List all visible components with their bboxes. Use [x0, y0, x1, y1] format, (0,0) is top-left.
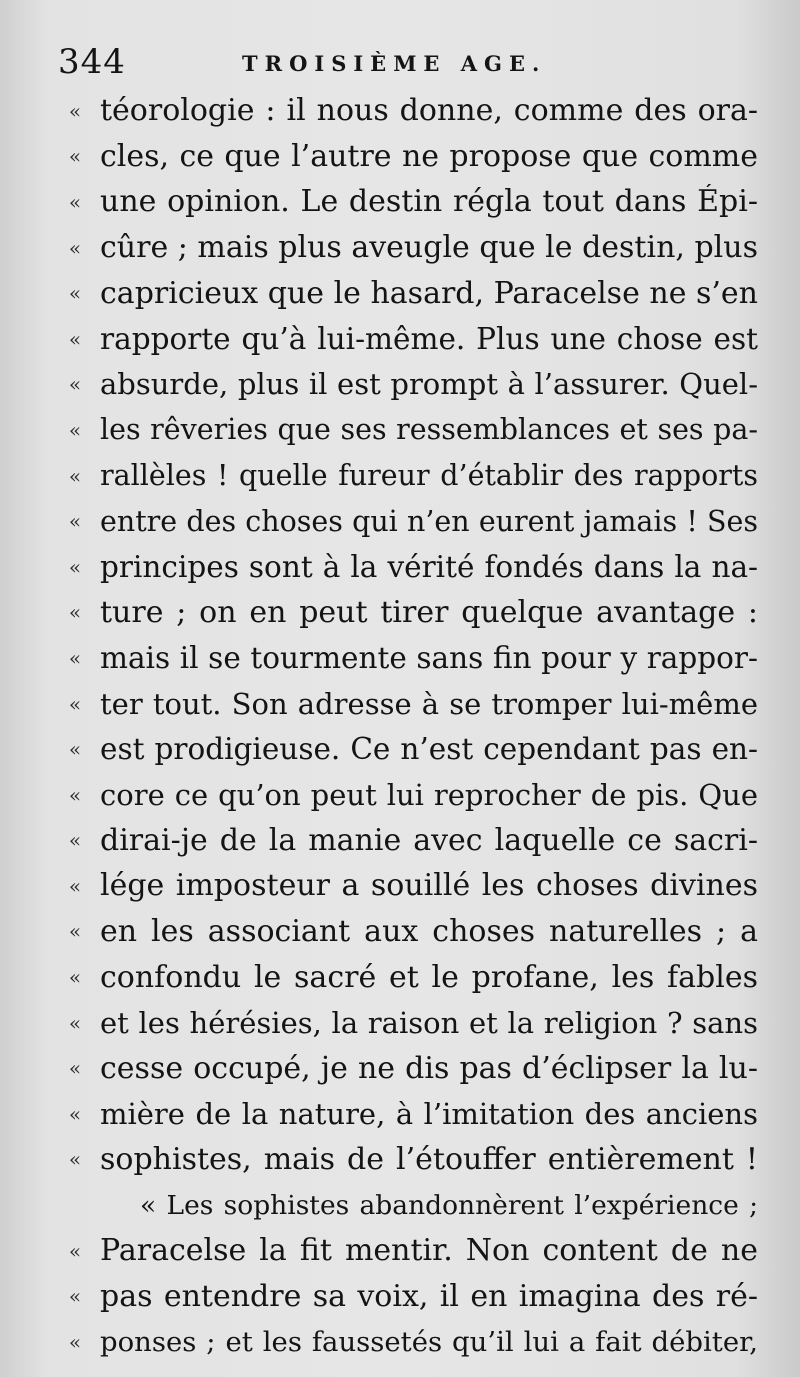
line-text: est prodigieuse. Ce n’est cependant pas en- — [100, 732, 758, 767]
line-text: ter tout. Son adresse à se tromper lui-même — [100, 686, 758, 721]
text-line — [0, 453, 800, 499]
text-line — [0, 1000, 800, 1046]
line-text: capricieux que le hasard, Paracelse ne s’en — [100, 275, 758, 311]
line-text: téorologie : il nous donne, comme des ora- — [100, 93, 758, 129]
text-line — [0, 1091, 800, 1137]
text-line — [0, 954, 800, 1000]
line-text: entre des choses qui n’en eurent jamais ! Ses — [100, 504, 758, 538]
quote-mark: « — [68, 235, 82, 260]
quote-mark: « — [68, 554, 82, 579]
text-line — [0, 1273, 800, 1319]
line-text: lége imposteur a souillé les choses divines — [100, 868, 758, 904]
quote-mark: « — [68, 417, 82, 442]
quote-mark: « — [68, 463, 82, 488]
line-text: les rêveries que ses ressemblances et ses pa- — [100, 413, 758, 447]
quote-mark: « — [68, 98, 82, 123]
text-line — [0, 863, 800, 909]
quote-mark: « — [68, 1238, 82, 1263]
body-text — [0, 88, 800, 1365]
page-header — [0, 38, 800, 88]
quote-mark: « — [68, 509, 82, 534]
quote-mark: « — [68, 828, 82, 853]
line-text: cles, ce que l’autre ne propose que comme — [100, 138, 758, 174]
text-line — [0, 225, 800, 271]
text-line — [0, 1182, 800, 1228]
line-text: core ce qu’on peut lui reprocher de pis. Que — [100, 777, 758, 812]
quote-mark: « — [68, 189, 82, 214]
text-line — [0, 270, 800, 316]
running-head: TROISIÈME AGE. — [242, 51, 547, 76]
line-text: une opinion. Le destin régla tout dans Épi- — [100, 184, 758, 220]
line-text: sophistes, mais de l’étouffer entièrement ! — [100, 1141, 758, 1177]
text-line — [0, 179, 800, 225]
text-line — [0, 544, 800, 590]
text-line — [0, 1228, 800, 1274]
quote-mark: « — [68, 691, 82, 716]
quote-mark: « — [68, 1101, 82, 1126]
quote-mark: « — [68, 1147, 82, 1172]
text-line — [0, 134, 800, 180]
quote-mark: « — [68, 326, 82, 351]
text-line — [0, 498, 800, 544]
line-text: principes sont à la vérité fondés dans la na- — [100, 549, 758, 584]
line-text: dirai-je de la manie avec laquelle ce sacri- — [100, 822, 758, 858]
quote-mark: « — [68, 873, 82, 898]
quote-mark: « — [68, 1284, 82, 1309]
quote-mark: « — [68, 144, 82, 169]
line-text: « Les sophistes abandonnèrent l’expérience ; — [140, 1189, 758, 1221]
text-line — [0, 1319, 800, 1365]
line-text: rapporte qu’à lui-même. Plus une chose est — [100, 321, 758, 356]
text-line — [0, 681, 800, 727]
text-line — [0, 316, 800, 362]
line-text: en les associant aux choses naturelles ; a — [100, 913, 758, 949]
text-line — [0, 818, 800, 864]
quote-mark: « — [68, 372, 82, 397]
text-line — [0, 909, 800, 955]
line-text: confondu le sacré et le profane, les fables — [100, 959, 758, 995]
quote-mark: « — [68, 281, 82, 306]
quote-mark: « — [68, 737, 82, 762]
quote-mark: « — [68, 919, 82, 944]
text-line — [0, 726, 800, 772]
line-text: ponses ; et les faussetés qu’il lui a fait débiter, — [100, 1325, 758, 1358]
text-line — [0, 407, 800, 453]
quote-mark: « — [68, 782, 82, 807]
quote-mark: « — [68, 600, 82, 625]
text-line — [0, 590, 800, 636]
line-text: absurde, plus il est prompt à l’assurer. Quel- — [100, 367, 758, 402]
text-line — [0, 1045, 800, 1091]
line-text: cesse occupé, je ne dis pas d’éclipser la lu- — [100, 1050, 758, 1086]
quote-mark: « — [68, 645, 82, 670]
line-text: ture ; on en peut tirer quelque avantage : — [100, 594, 758, 630]
line-text: et les hérésies, la raison et la religion ? sans — [100, 1005, 758, 1040]
text-line — [0, 1137, 800, 1183]
line-text: rallèles ! quelle fureur d’établir des rapports — [100, 459, 758, 493]
quote-mark: « — [68, 1010, 82, 1035]
text-line — [0, 772, 800, 818]
text-line — [0, 88, 800, 134]
text-line — [0, 362, 800, 408]
quote-mark: « — [68, 1329, 82, 1354]
line-text: mais il se tourmente sans fin pour y rappor- — [100, 640, 758, 675]
line-text: cûre ; mais plus aveugle que le destin, plus — [100, 230, 758, 266]
text-line — [0, 635, 800, 681]
quote-mark: « — [68, 965, 82, 990]
page-number: 344 — [58, 42, 126, 82]
line-text: pas entendre sa voix, il en imagina des ré- — [100, 1278, 758, 1314]
line-text: mière de la nature, à l’imitation des anciens — [100, 1096, 758, 1131]
line-text: Paracelse la fit mentir. Non content de ne — [100, 1233, 758, 1269]
quote-mark: « — [68, 1056, 82, 1081]
